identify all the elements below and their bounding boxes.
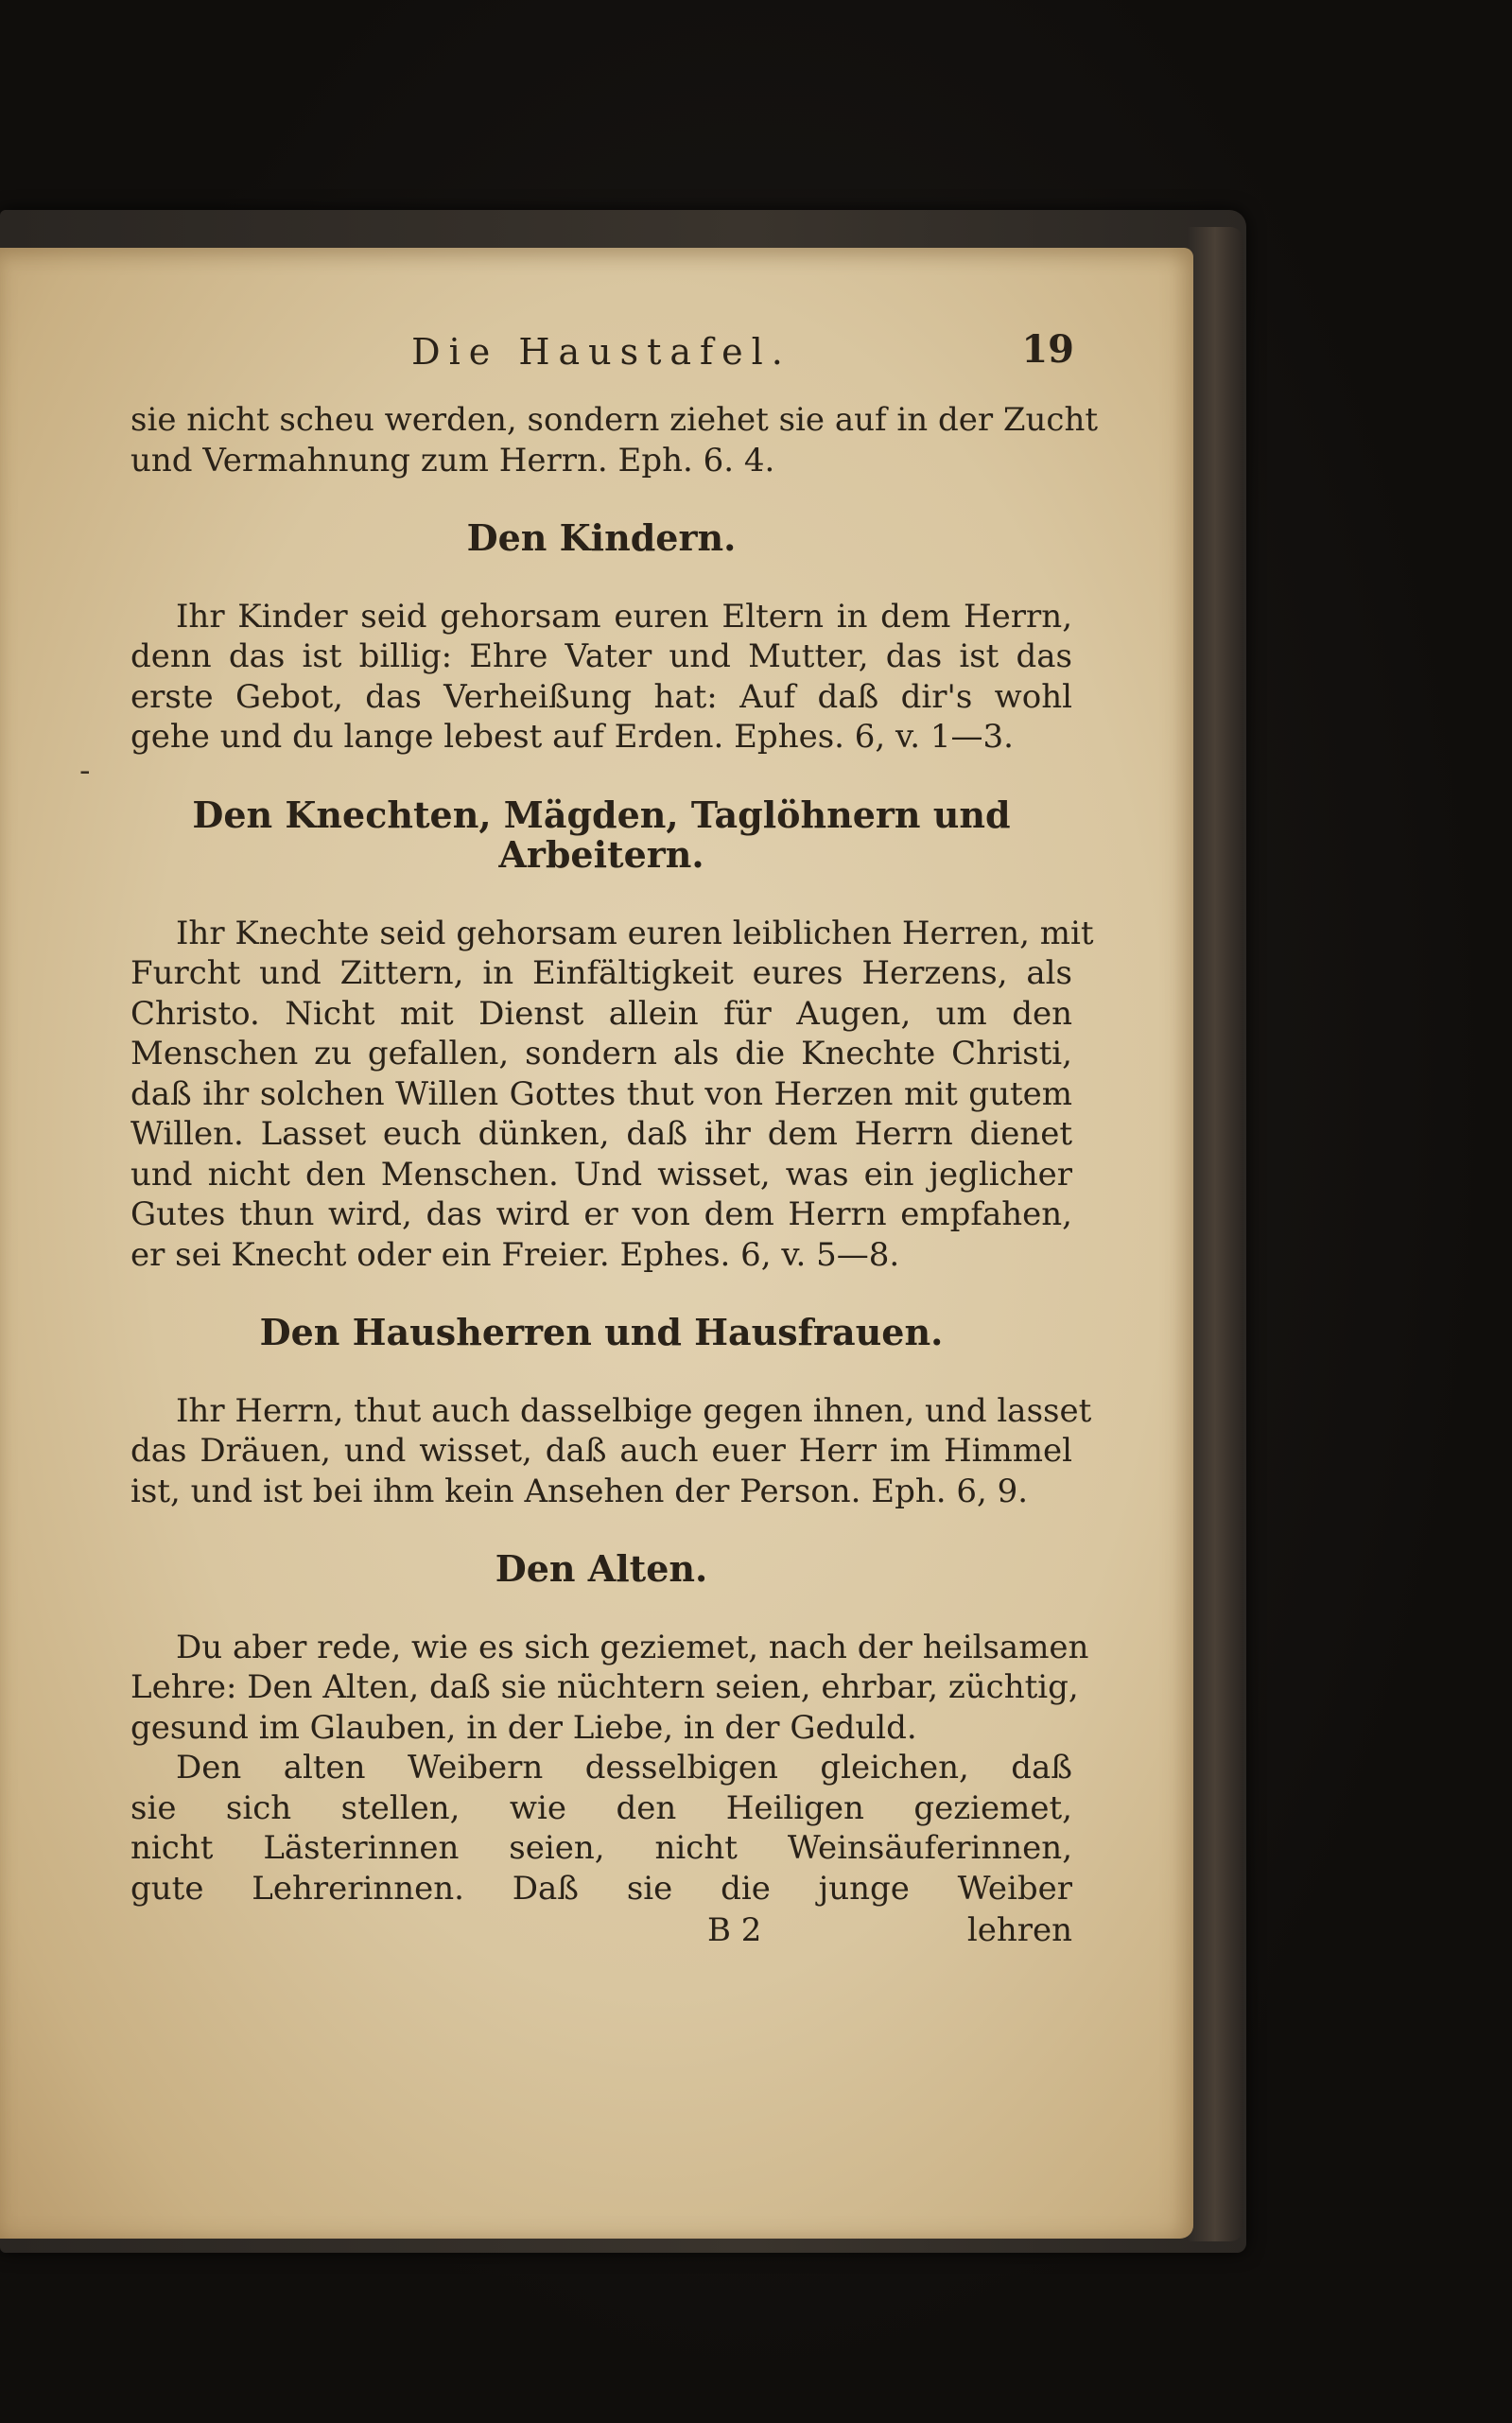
- page-footer: [130, 1910, 1072, 1952]
- text-line: und Vermahnung zum Herrn. Eph. 6. 4.: [130, 441, 775, 479]
- running-title: Die Haustafel.: [411, 331, 791, 373]
- section-paragraph: [130, 1628, 1089, 1909]
- text-line: Den alten Weibern desselbigen gleichen, daß: [176, 1749, 1072, 1787]
- text-line: er sei Knecht oder ein Freier. Ephes. 6, v. 5—8.: [130, 1235, 900, 1274]
- page-text: [130, 326, 1099, 1952]
- section-paragraph: [130, 597, 1072, 758]
- catchword: lehren: [966, 1911, 1072, 1949]
- text-line: Lehre: Den Alten, daß sie nüchtern seien, ehrbar, züchtig,: [130, 1668, 1079, 1706]
- intro-paragraph: [130, 400, 1099, 480]
- margin-mark: -: [79, 752, 91, 790]
- section-heading: Den Alten.: [495, 1547, 708, 1590]
- text-line: gehe und du lange lebest auf Erden. Ephes. 6, v. 1—3.: [130, 718, 1014, 756]
- text-line: ist, und ist bei ihm kein Ansehen der Person. Eph. 6, 9.: [130, 1472, 1029, 1510]
- book-spine-edge: [1187, 227, 1243, 2241]
- section-paragraph: [130, 1391, 1092, 1512]
- page-number: 19: [1021, 327, 1074, 372]
- text-line: gute Lehrerinnen. Daß sie die junge Weiber: [130, 1869, 1072, 1908]
- text-line: Ihr Knechte seid gehorsam euren leiblichen Herren, mit: [176, 914, 1094, 952]
- section-heading: Den Kindern.: [466, 516, 737, 559]
- text-line: nicht Lästerinnen seien, nicht Weinsäuferinnen,: [130, 1829, 1072, 1867]
- section-heading: Den Knechten, Mägden, Taglöhnern und Arbeitern.: [192, 793, 1011, 876]
- section-paragraph: [130, 914, 1094, 1276]
- signature-mark: B 2: [707, 1911, 762, 1949]
- text-line: Ihr Herrn, thut auch dasselbige gegen ihnen, und lasset: [176, 1391, 1092, 1430]
- text-line: gesund im Glauben, in der Liebe, in der Geduld.: [130, 1708, 917, 1747]
- text-line: Willen. Lasset euch dünken, daß ihr dem Herrn dienet: [130, 1115, 1072, 1153]
- section-heading: Den Hausherren und Hausfrauen.: [259, 1311, 944, 1353]
- text-line: das Dräuen, und wisset, daß auch euer Herr im Himmel: [130, 1432, 1072, 1470]
- text-line: und nicht den Menschen. Und wisset, was ein jeglicher: [130, 1155, 1072, 1194]
- text-line: Furcht und Zittern, in Einfältigkeit eures Herzens, als: [130, 954, 1072, 992]
- text-line: sie nicht scheu werden, sondern ziehet sie auf in der Zucht: [130, 401, 1099, 439]
- text-line: Du aber rede, wie es sich geziemet, nach der heilsamen: [176, 1628, 1089, 1666]
- text-line: daß ihr solchen Willen Gottes thut von Herzen mit gutem: [130, 1074, 1072, 1113]
- text-line: Menschen zu gefallen, sondern als die Knechte Christi,: [130, 1035, 1072, 1072]
- page-header: [130, 326, 1072, 383]
- text-line: denn das ist billig: Ehre Vater und Mutter, das ist das: [130, 637, 1072, 675]
- text-line: erste Gebot, das Verheißung hat: Auf daß dir's wohl: [130, 677, 1072, 716]
- text-line: Christo. Nicht mit Dienst allein für Augen, um den: [130, 994, 1072, 1033]
- text-line: Gutes thun wird, das wird er von dem Herrn empfahen,: [130, 1195, 1072, 1233]
- text-line: sie sich stellen, wie den Heiligen geziemet,: [130, 1788, 1072, 1827]
- text-line: Ihr Kinder seid gehorsam euren Eltern in dem Herrn,: [176, 597, 1072, 636]
